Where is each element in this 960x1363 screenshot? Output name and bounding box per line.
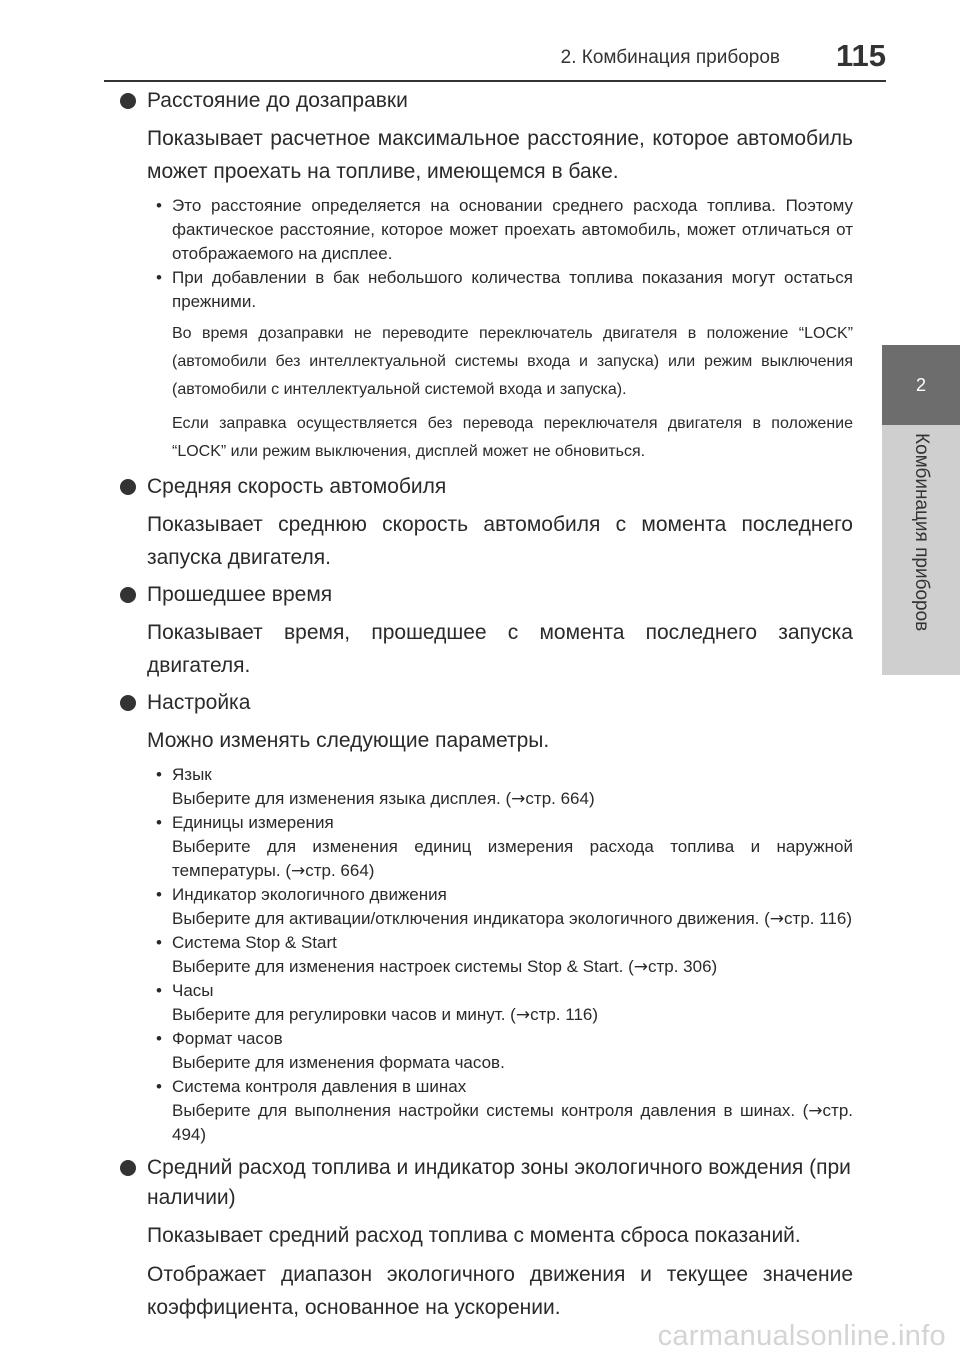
bullet-dot-icon — [120, 93, 136, 109]
setting-label: Формат часов — [172, 1029, 283, 1048]
setting-label: Система Stop & Start — [172, 933, 337, 952]
list-item — [172, 883, 853, 931]
bullet-dot-icon — [120, 587, 136, 603]
setting-label: Система контроля давления в шинах — [172, 1077, 467, 1096]
setting-label: Индикатор экологичного движения — [172, 885, 447, 904]
chapter-tab-label: Комбинация приборов — [911, 433, 932, 632]
section-paragraph: Показывает время, прошедшее с момента последнего запуска двигателя. — [147, 621, 853, 677]
arrow-icon: → — [808, 1101, 823, 1121]
section-title: Прошедшее время — [147, 583, 333, 606]
note-paragraph: Во время дозаправки не переводите переключатель двигателя в положение “LOCK” (автомобили без интеллектуальной системы входа и запуска) или режим выключения (автомобили с интеллектуальной системой входа и запуска). — [172, 325, 853, 398]
setting-description: Выберите для изменения настроек системы Stop & Start. (→стр. 306) — [172, 957, 718, 977]
section-title: Настройка — [147, 691, 251, 714]
arrow-icon: → — [291, 861, 306, 881]
bullet-dot-icon — [120, 479, 136, 495]
chapter-number: 2 — [915, 374, 926, 395]
setting-label: Язык — [172, 765, 212, 784]
watermark: carmanualsonline.info — [657, 1320, 946, 1352]
header-divider — [104, 80, 886, 82]
page-number: 115 — [835, 38, 886, 73]
setting-description: Выберите для выполнения настройки системы контроля давления в шинах. (→стр. 494) — [172, 1101, 853, 1144]
list-item: • Это расстояние определяется на основании среднего расхода топлива. Поэтому фактическое расстояние, которое может проехать автомобиль, может отличаться от отображаемого на дисплее. — [172, 194, 853, 266]
list-item — [172, 811, 853, 883]
bullet-dot-icon — [120, 1160, 136, 1176]
settings-list — [120, 763, 853, 1147]
arrow-icon: → — [769, 909, 785, 929]
bullet-list — [120, 194, 853, 314]
bullet-dot-icon — [120, 695, 136, 711]
section-heading — [120, 688, 853, 718]
section-heading — [120, 472, 853, 502]
note-paragraph: Если заправка осуществляется без перевода переключателя двигателя в положение “LOCK” или режим выключения, дисплей может не обновиться. — [172, 415, 853, 460]
page-content — [120, 86, 853, 1330]
section-title: Средний расход топлива и индикатор зоны экологичного вождения (при наличии) — [147, 1156, 851, 1209]
setting-label: Единицы измерения — [172, 813, 334, 832]
arrow-icon: → — [511, 789, 526, 809]
section-heading — [120, 1153, 853, 1213]
setting-description: Выберите для изменения языка дисплея. (→стр. 664) — [172, 789, 595, 809]
section-heading — [120, 86, 853, 116]
list-item — [172, 979, 853, 1027]
list-item: • При добавлении в бак небольшого количества топлива показания могут остаться прежними. — [172, 266, 853, 314]
chapter-tab-number — [882, 345, 960, 425]
list-item — [172, 1075, 853, 1147]
section-paragraph: Можно изменять следующие параметры. — [147, 729, 550, 752]
list-item — [172, 931, 853, 979]
section-paragraph: Показывает расчетное максимальное расстояние, которое автомобиль может проехать на топливе, имеющемся в баке. — [147, 127, 853, 183]
setting-description: Выберите для активации/отключения индикатора экологичного движения. (→стр. 116) — [172, 909, 852, 929]
section-heading — [120, 580, 853, 610]
chapter-tab-title — [882, 425, 960, 675]
arrow-icon: → — [633, 957, 648, 977]
list-item — [172, 763, 853, 811]
setting-description: Выберите для изменения формата часов. — [172, 1053, 505, 1072]
section-paragraph: Показывает средний расход топлива с момента сброса показаний. — [147, 1224, 801, 1247]
arrow-icon: → — [515, 1005, 531, 1025]
list-item — [172, 1027, 853, 1075]
section-paragraph: Отображает диапазон экологичного движения и текущее значение коэффициента, основанное на ускорении. — [147, 1263, 853, 1319]
setting-description: Выберите для изменения единиц измерения расхода топлива и наружной температуры. (→стр. 664) — [172, 837, 853, 881]
section-title: Средняя скорость автомобиля — [147, 475, 447, 498]
setting-description: Выберите для регулировки часов и минут. (→стр. 116) — [172, 1005, 599, 1025]
page-header — [0, 0, 960, 80]
section-paragraph: Показывает среднюю скорость автомобиля с момента последнего запуска двигателя. — [147, 513, 853, 569]
section-title: Расстояние до дозаправки — [147, 89, 408, 112]
setting-label: Часы — [172, 981, 214, 1000]
chapter-title: 2. Комбинация приборов — [560, 47, 780, 68]
